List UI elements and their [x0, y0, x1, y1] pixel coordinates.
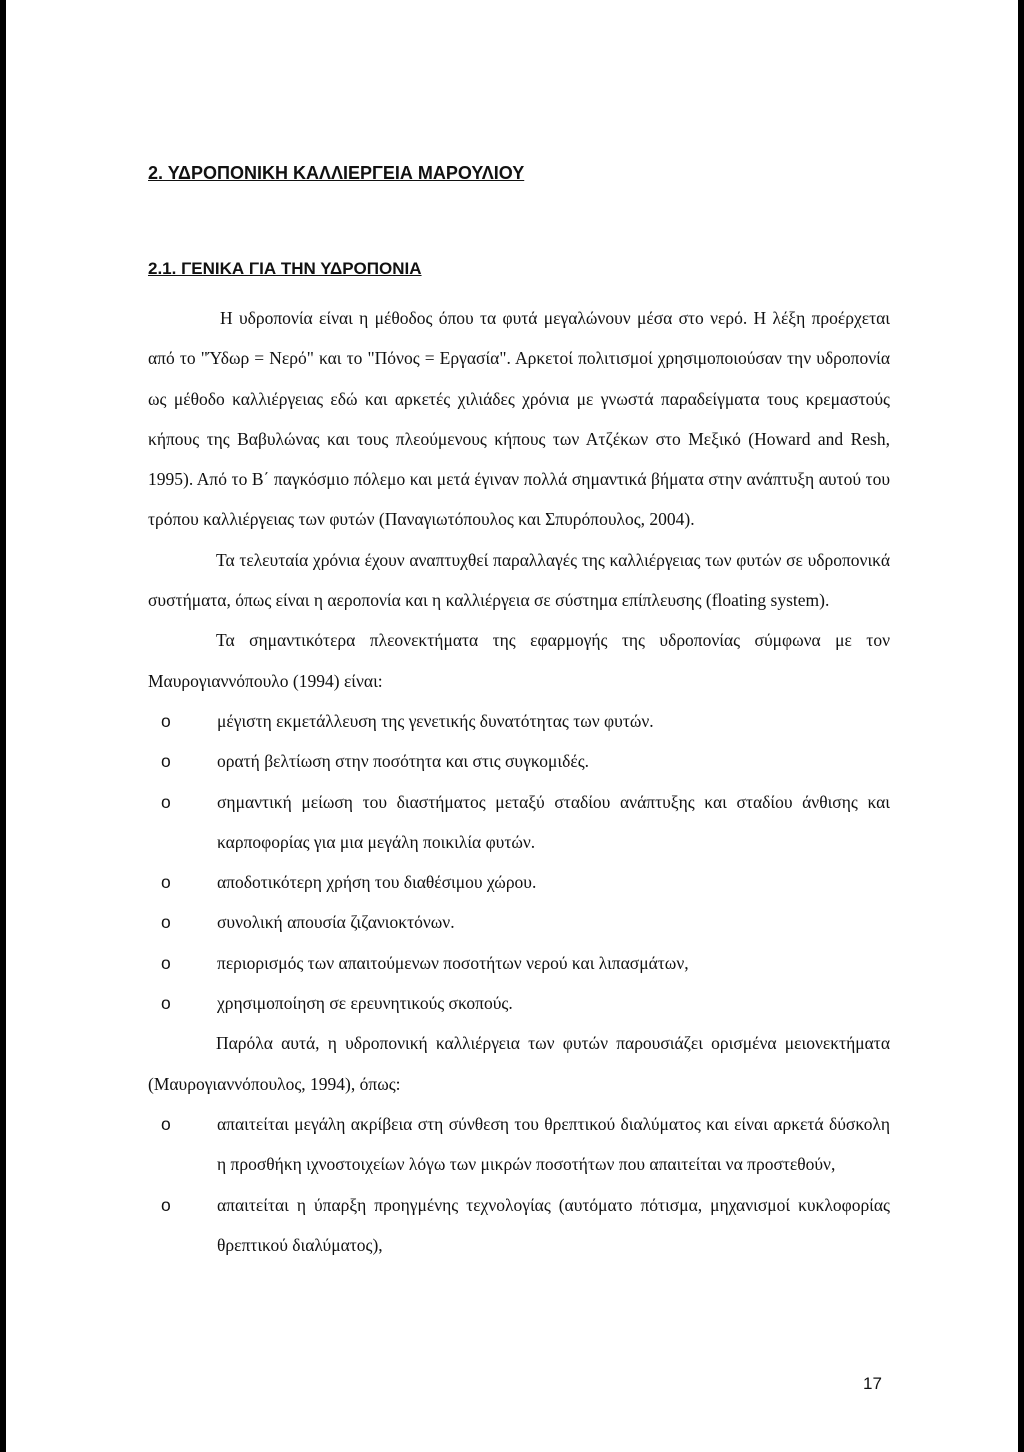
- list-item-text: ορατή βελτίωση στην ποσότητα και στις συγκομιδές.: [217, 751, 590, 772]
- list-item: [148, 983, 890, 1023]
- paragraph-advantages-intro: Τα σημαντικότερα πλεονεκτήματα της εφαρμογής της υδροπονίας σύμφωνα με τον Μαυρογιαννόπουλο (1994) είναι:: [148, 630, 890, 691]
- list-item-text: αποδοτικότερη χρήση του διαθέσιμου χώρου.: [217, 872, 537, 893]
- bullet-icon: o: [161, 1113, 171, 1134]
- list-item-text: απαιτείται η ύπαρξη προηγμένης τεχνολογίας (αυτόματο πότισμα, μηχανισμοί κυκλοφορίας θρεπτικού διαλύματος),: [217, 1194, 890, 1255]
- list-item-text: χρησιμοποίηση σε ερευνητικούς σκοπούς.: [217, 993, 513, 1014]
- disadvantages-list: [148, 1104, 890, 1265]
- document-page: [6, 0, 1018, 1452]
- bullet-icon: o: [161, 952, 171, 973]
- list-item-text: συνολική απουσία ζιζανιοκτόνων.: [217, 912, 455, 933]
- section-title: 2.1. ΓΕΝΙΚΑ ΓΙΑ ΤΗΝ ΥΔΡΟΠΟΝΙΑ: [148, 259, 422, 278]
- list-item: [148, 741, 890, 781]
- list-item: [148, 902, 890, 942]
- list-item: [148, 943, 890, 983]
- list-item: [148, 782, 890, 863]
- list-item-text: απαιτείται μεγάλη ακρίβεια στη σύνθεση του θρεπτικού διαλύματος και είναι αρκετά δύσκολη η προσθήκη ιχνοστοιχείων λόγω των μικρών ποσοτήτων που απαιτείται να προστεθούν,: [217, 1113, 890, 1175]
- chapter-title: 2. ΥΔΡΟΠΟΝΙΚΗ ΚΑΛΛΙΕΡΓΕΙΑ ΜΑΡΟΥΛΙΟΥ: [148, 163, 525, 183]
- list-item: [148, 862, 890, 902]
- list-item: [148, 1185, 890, 1266]
- bullet-icon: o: [161, 1194, 171, 1215]
- bullet-icon: o: [161, 791, 171, 812]
- list-item-text: σημαντική μείωση του διαστήματος μεταξύ σταδίου ανάπτυξης και σταδίου άνθισης και καρποφορίας για μια μεγάλη ποικιλία φυτών.: [217, 791, 890, 852]
- bullet-icon: o: [161, 710, 171, 731]
- bullet-icon: o: [161, 912, 171, 933]
- paragraph-history: Η υδροπονία είναι η μέθοδος όπου τα φυτά μεγαλώνουν μέσα στο νερό. Η λέξη προέρχεται από το "Ύδωρ = Νερό" και το "Πόνος = Εργασία". Αρκετοί πολιτισμοί χρησιμοποιούσαν την υδροπονία ως μέθοδο καλλιέργειας εδώ και αρκετές χιλιάδες χρόνια με γνωστά παραδείγματα τους κρεμαστούς κήπους της Βαβυλώνας και τους πλεούμενους κήπους των Ατζέκων στο Μεξικό (Howard and Resh, 1995). Από το Β΄ παγκόσμιο πόλεμο και μετά έγιναν πολλά σημαντικά βήματα στην ανάπτυξη αυτού του τρόπου καλλιέργειας των φυτών (Παναγιωτόπουλος και Σπυρόπουλος, 2004).: [148, 308, 890, 530]
- list-item-text: μέγιστη εκμετάλλευση της γενετικής δυνατότητας των φυτών.: [217, 710, 654, 731]
- list-item: [148, 701, 890, 741]
- bullet-icon: o: [161, 751, 171, 772]
- list-item-text: περιορισμός των απαιτούμενων ποσοτήτων νερού και λιπασμάτων,: [217, 952, 689, 973]
- bullet-icon: o: [161, 993, 171, 1014]
- advantages-list: [148, 701, 890, 1023]
- paragraph-disadvantages-intro: Παρόλα αυτά, η υδροπονική καλλιέργεια των φυτών παρουσιάζει ορισμένα μειονεκτήματα (Μαυρογιαννόπουλος, 1994), όπως:: [148, 1033, 890, 1094]
- list-item: [148, 1104, 890, 1185]
- page-number: 17: [863, 1374, 882, 1393]
- paragraph-variants: Τα τελευταία χρόνια έχουν αναπτυχθεί παραλλαγές της καλλιέργειας των φυτών σε υδροπονικά συστήματα, όπως είναι η αεροπονία και η καλλιέργεια σε σύστημα επίπλευσης (floating system).: [148, 549, 890, 611]
- bullet-icon: o: [161, 872, 171, 893]
- body-text: [148, 298, 890, 1265]
